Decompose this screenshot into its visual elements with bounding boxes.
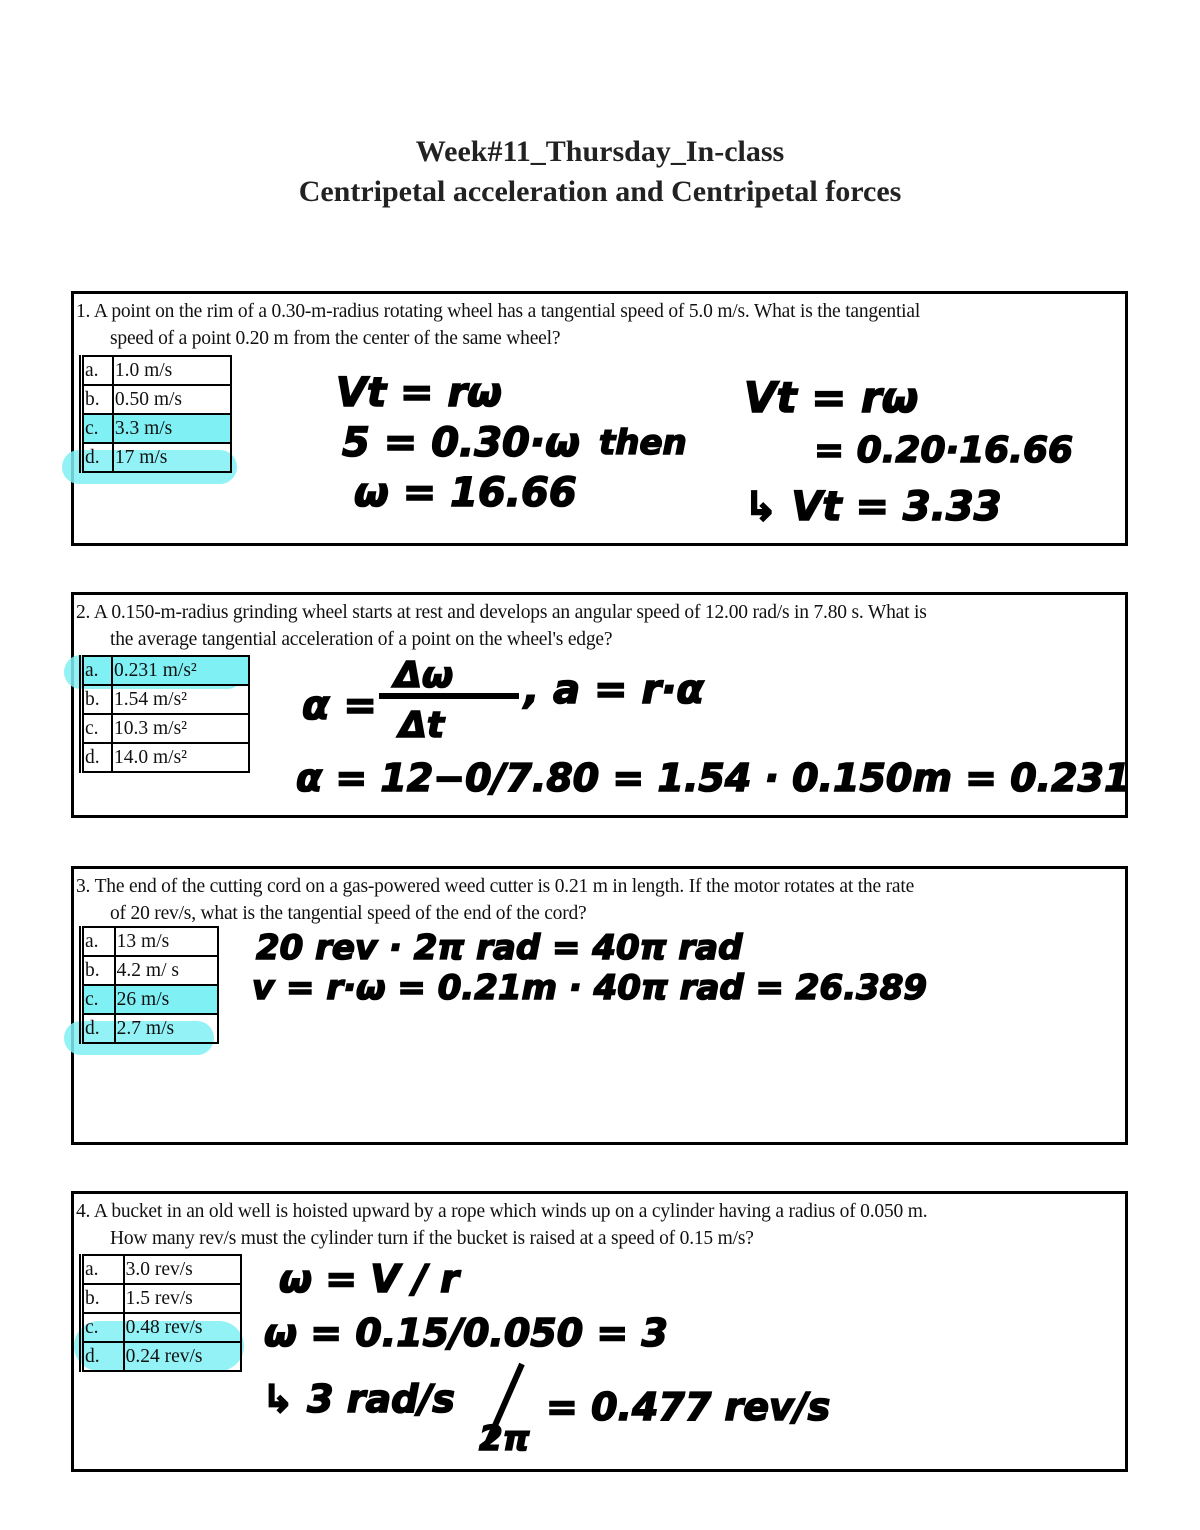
- question-2: [71, 592, 1131, 818]
- question-text-line1: The end of the cutting cord on a gas-powered weed cutter is 0.21 m in length. If the motor rotates at the rate: [94, 876, 915, 897]
- choice-a[interactable]: a. 3.0 rev/s: [82, 1255, 242, 1284]
- handwriting-line: 20 rev · 2π rad = 40π rad: [256, 928, 743, 968]
- question-text-line2: of 20 rev/s, what is the tangential speed of the end of the cord?: [110, 903, 587, 924]
- choice-d[interactable]: d. 17 m/s: [82, 443, 232, 472]
- choice-d[interactable]: d. 0.24 rev/s: [82, 1342, 242, 1371]
- handwriting-line: v = r·ω = 0.21m · 40π rad = 26.389: [252, 968, 928, 1008]
- choice-b[interactable]: b. 1.5 rev/s: [82, 1284, 242, 1313]
- handwriting-line: 2π: [479, 1419, 530, 1459]
- handwriting-line: ω = 16.66: [354, 470, 577, 516]
- question-4: [71, 1191, 1128, 1472]
- choice-c[interactable]: c. 26 m/s: [82, 985, 219, 1014]
- choice-a[interactable]: a. 0.231 m/s²: [82, 656, 250, 685]
- handwriting-line: ↳ Vt = 3.33: [744, 484, 1002, 530]
- choice-b[interactable]: b. 4.2 m/ s: [82, 956, 219, 985]
- handwriting-line: , a = r·α: [524, 667, 704, 713]
- choice-d[interactable]: d. 2.7 m/s: [82, 1014, 219, 1043]
- choice-c[interactable]: c. 0.48 rev/s: [82, 1313, 242, 1342]
- question-text-line2: speed of a point 0.20 m from the center of the same wheel?: [110, 328, 561, 349]
- page-title-line1: Week#11_Thursday_In-class: [415, 135, 785, 168]
- handwriting-line: = 0.20·16.66: [814, 430, 1074, 471]
- question-text-line2: How many rev/s must the cylinder turn if the bucket is raised at a speed of 0.15 m/s?: [110, 1228, 754, 1249]
- question-text-line1: A 0.150-m-radius grinding wheel starts at rest and develops an angular speed of 12.00 rad/s in 7.80 s. What is: [93, 602, 927, 623]
- question-number: 3.: [76, 876, 91, 897]
- handwritten-work: [74, 294, 1124, 544]
- choice-b[interactable]: b. 0.50 m/s: [82, 385, 232, 414]
- question-number: 4.: [76, 1201, 91, 1222]
- handwriting-line: then: [599, 423, 687, 463]
- question-text-line1: A bucket in an old well is hoisted upward by a rope which winds up on a cylinder having a radius of 0.050 m.: [93, 1201, 928, 1222]
- question-1: [71, 291, 1128, 546]
- handwriting-line: 5 = 0.30·ω: [342, 420, 580, 466]
- choice-c[interactable]: c. 3.3 m/s: [82, 414, 232, 443]
- question-number: 1.: [76, 301, 91, 322]
- handwriting-line: Vt = rω: [744, 373, 919, 422]
- handwriting-line: ↳ 3 rad/s: [262, 1377, 455, 1421]
- handwriting-line: α =: [302, 683, 377, 729]
- choice-d[interactable]: d. 14.0 m/s²: [82, 743, 250, 772]
- handwriting-line: α = 12−0/7.80 = 1.54 · 0.150m = 0.231: [296, 756, 1131, 800]
- choice-b[interactable]: b. 1.54 m/s²: [82, 685, 250, 714]
- handwriting-line: Vt = rω: [336, 370, 502, 416]
- question-text-line1: A point on the rim of a 0.30-m-radius rotating wheel has a tangential speed of 5.0 m/s. What is the tangential: [93, 301, 921, 322]
- page-title-line2: Centripetal acceleration and Centripetal forces: [298, 175, 902, 208]
- handwriting-line: ω = 0.15/0.050 = 3: [264, 1311, 668, 1355]
- handwriting-line: ω = V / r: [279, 1257, 459, 1301]
- handwriting-line: Δω: [394, 655, 454, 696]
- handwritten-work: [74, 1194, 1124, 1469]
- choice-a[interactable]: a. 1.0 m/s: [82, 356, 232, 385]
- question-number: 2.: [76, 602, 91, 623]
- question-3: [71, 866, 1128, 1145]
- handwritten-work: [74, 595, 1131, 815]
- choice-c[interactable]: c. 10.3 m/s²: [82, 714, 250, 743]
- choice-a[interactable]: a. 13 m/s: [82, 927, 219, 956]
- question-text-line2: the average tangential acceleration of a point on the wheel's edge?: [110, 629, 613, 650]
- handwriting-line: = 0.477 rev/s: [546, 1385, 831, 1429]
- handwritten-work: [74, 869, 1124, 1144]
- handwriting-line: Δt: [399, 705, 445, 746]
